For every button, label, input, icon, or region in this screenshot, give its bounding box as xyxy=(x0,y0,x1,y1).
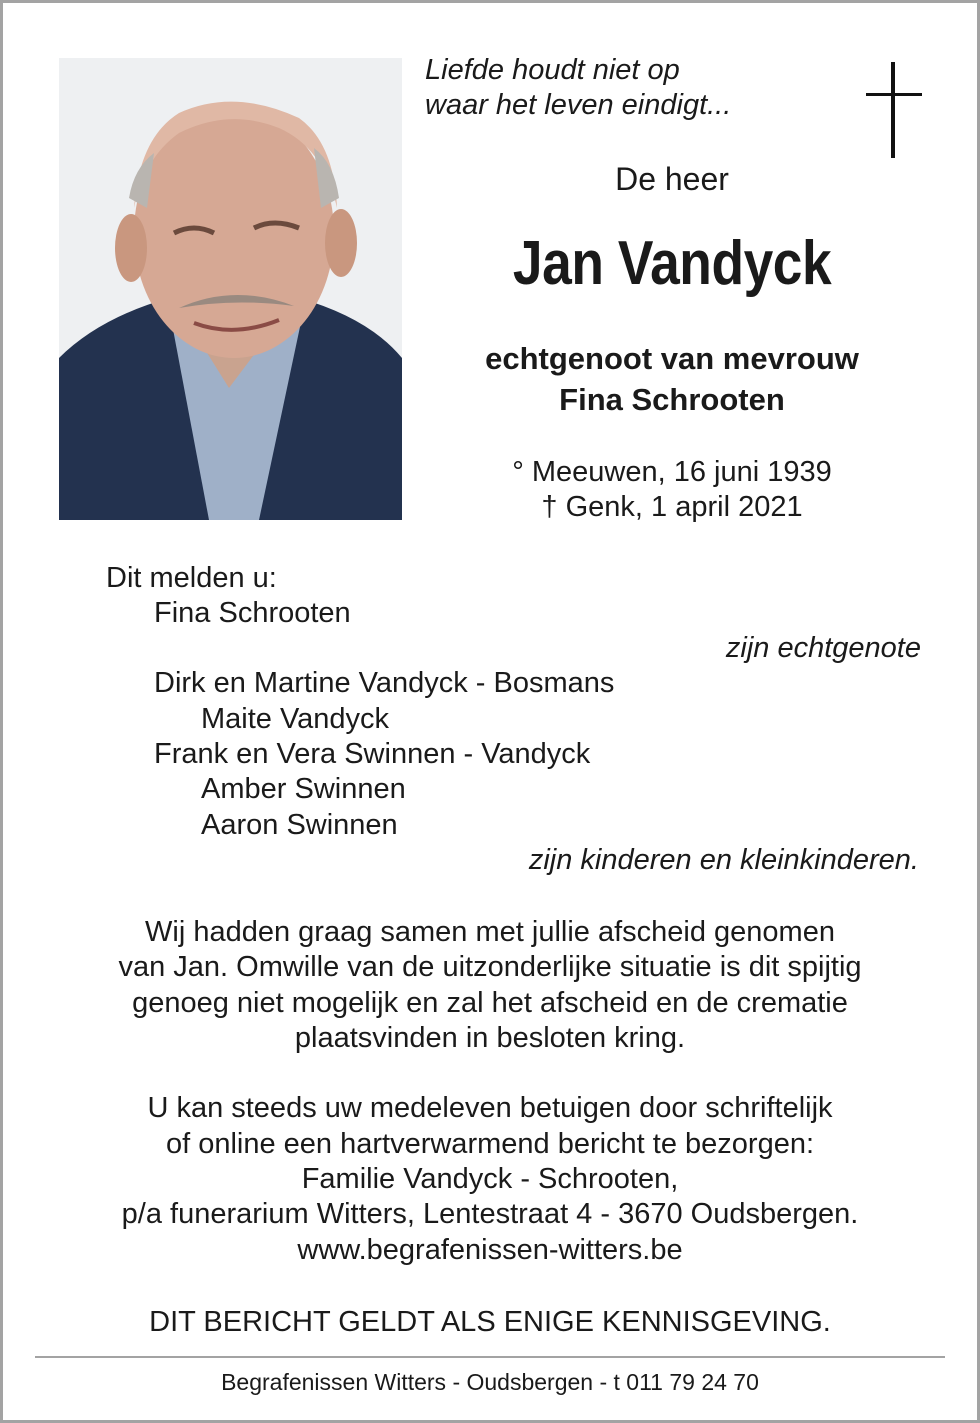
family-member: Aaron Swinnen xyxy=(201,809,398,841)
paragraph1-line: plaatsvinden in besloten kring. xyxy=(294,1022,686,1054)
motto-line-2: waar het leven eindigt... xyxy=(425,89,732,121)
spouse-role: zijn echtgenote xyxy=(725,632,921,664)
motto-line-1: Liefde houdt niet op xyxy=(425,54,680,86)
family-spouse: Fina Schrooten xyxy=(154,597,351,629)
salutation: De heer xyxy=(615,161,729,197)
family-member: Frank en Vera Swinnen - Vandyck xyxy=(154,738,591,770)
family-member: Maite Vandyck xyxy=(201,703,390,735)
paragraph2-line: Familie Vandyck - Schrooten, xyxy=(301,1163,679,1195)
footer: Begrafenissen Witters - Oudsbergen - t 011 79 24 70 xyxy=(221,1369,759,1395)
deceased-name-text: Jan Vandyck xyxy=(512,229,832,298)
birth-info: ° Meeuwen, 16 juni 1939 xyxy=(512,456,832,488)
portrait-photo xyxy=(59,58,402,520)
divider xyxy=(35,1356,945,1358)
spouse-line-2: Fina Schrooten xyxy=(559,382,785,417)
paragraph1-line: genoeg niet mogelijk en zal het afscheid en de crematie xyxy=(132,987,848,1019)
deceased-name xyxy=(402,226,942,318)
announced-by: Dit melden u: xyxy=(106,562,277,594)
paragraph1-line: Wij hadden graag samen met jullie afscheid genomen xyxy=(145,916,835,948)
paragraph2-line: p/a funerarium Witters, Lentestraat 4 - 3670 Oudsbergen. xyxy=(121,1198,859,1230)
family-member: Amber Swinnen xyxy=(201,773,406,805)
paragraph1-line: van Jan. Omwille van de uitzonderlijke situatie is dit spijtig xyxy=(118,951,862,983)
children-role: zijn kinderen en kleinkinderen. xyxy=(528,844,919,876)
website-link[interactable]: www.begrafenissen-witters.be xyxy=(297,1234,683,1266)
spouse-line-1: echtgenoot van mevrouw xyxy=(485,341,859,376)
family-member: Dirk en Martine Vandyck - Bosmans xyxy=(154,667,615,699)
death-info: † Genk, 1 april 2021 xyxy=(541,491,803,523)
paragraph2-line: of online een hartverwarmend bericht te bezorgen: xyxy=(165,1128,815,1160)
latin-cross-icon xyxy=(866,62,922,158)
paragraph2-line: U kan steeds uw medeleven betuigen door schriftelijk xyxy=(147,1092,833,1124)
notice: DIT BERICHT GELDT ALS ENIGE KENNISGEVING. xyxy=(149,1306,831,1338)
